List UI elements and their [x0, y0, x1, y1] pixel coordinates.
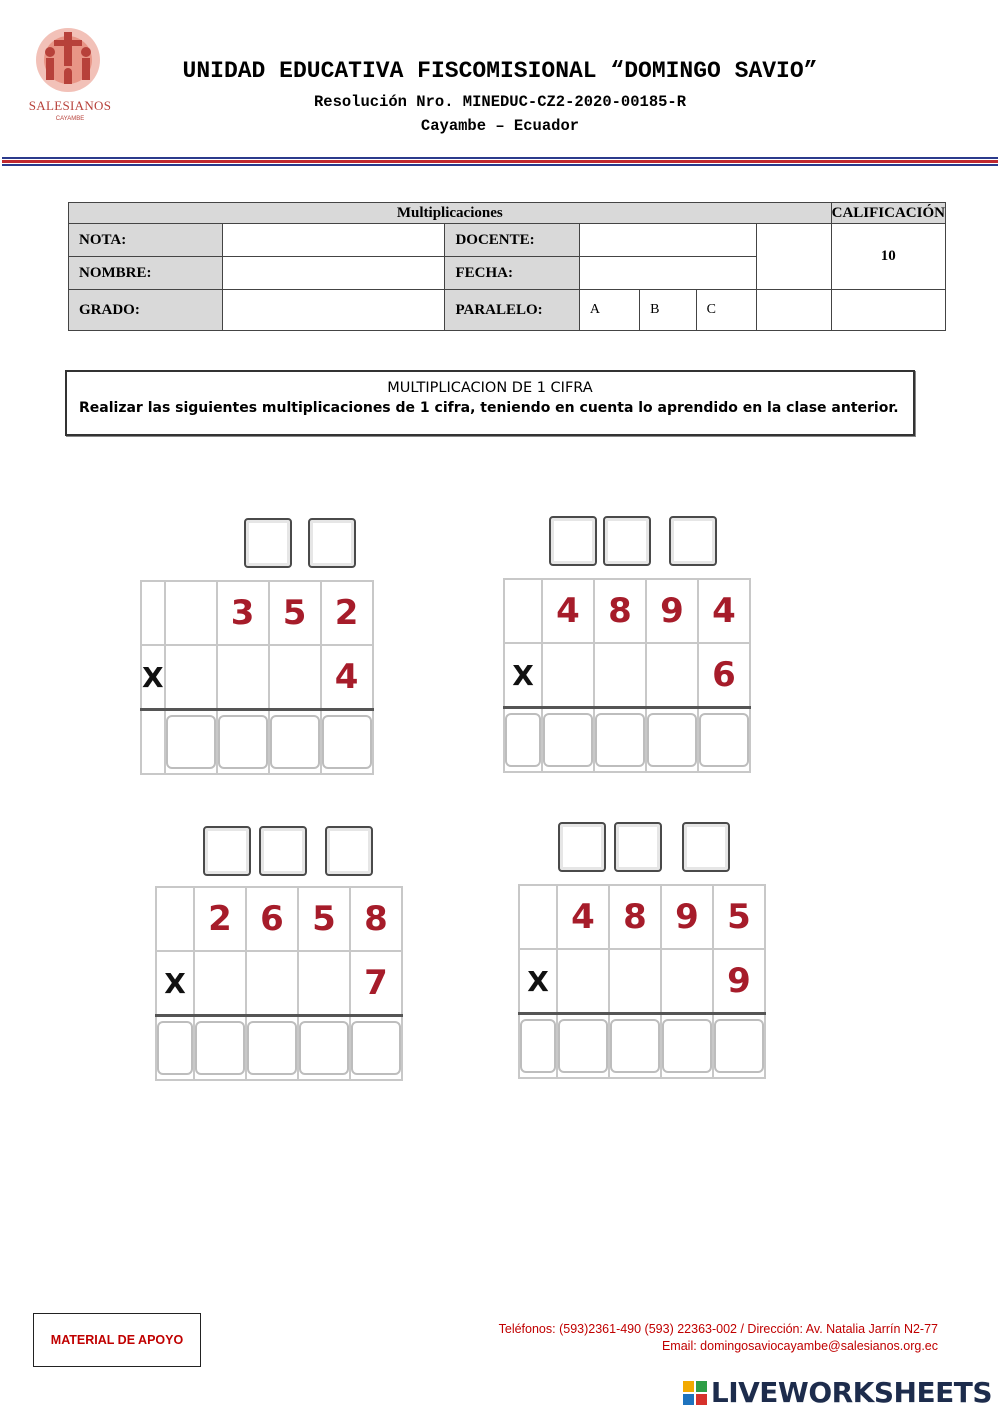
result-cell[interactable]: [713, 1014, 765, 1079]
resolution-number: Resolución Nro. MINEDUC-CZ2-2020-00185-R: [313, 93, 687, 111]
digit-cell: [165, 581, 217, 645]
empty-cell: [246, 951, 298, 1016]
answer-box[interactable]: [322, 715, 372, 769]
instructions-box: [65, 370, 915, 436]
result-cell[interactable]: [646, 708, 698, 773]
paralelo-option-a[interactable]: A: [579, 290, 639, 331]
answer-box[interactable]: [195, 1021, 245, 1075]
contact-line-phones: Teléfonos: (593)2361-490 (593) 22363-002 / Dirección: Av. Natalia Jarrín N2-77: [498, 1322, 938, 1336]
grado-label: GRADO:: [69, 290, 223, 331]
multiplication-grid: [140, 580, 374, 775]
docente-field[interactable]: [579, 224, 756, 257]
result-cell[interactable]: [194, 1016, 246, 1081]
liveworksheets-logo-icon: [683, 1381, 707, 1405]
result-cell[interactable]: [156, 1016, 194, 1081]
answer-box[interactable]: [610, 1019, 660, 1073]
grade-blank-cell: [831, 290, 945, 331]
empty-cell: [217, 645, 269, 710]
salesianos-logo-icon: [32, 22, 104, 94]
paralelo-option-b[interactable]: B: [640, 290, 696, 331]
times-sign: X: [141, 645, 165, 710]
contact-line-email: Email: domingosaviocayambe@salesianos.org.ec: [661, 1339, 938, 1353]
carry-box[interactable]: [558, 822, 606, 872]
empty-cell: [542, 643, 594, 708]
header-rule-blue: [2, 157, 998, 159]
instructions-text: Realizar las siguientes multiplicaciones de 1 cifra, teniendo en cuenta lo aprendido en la clase anterior.: [79, 400, 899, 416]
result-cell[interactable]: [350, 1016, 402, 1081]
paralelo-option-c[interactable]: C: [696, 290, 756, 331]
result-cell[interactable]: [246, 1016, 298, 1081]
worksheet-title: Multiplicaciones: [69, 203, 832, 224]
nombre-field[interactable]: [223, 257, 445, 290]
digit-cell: 2: [321, 581, 373, 645]
times-sign: X: [504, 643, 542, 708]
grade-field[interactable]: [756, 224, 831, 290]
instructions-title: MULTIPLICACION DE 1 CIFRA: [387, 380, 593, 396]
grade-value: 10: [831, 224, 945, 290]
answer-box[interactable]: [520, 1019, 556, 1073]
result-cell[interactable]: [542, 708, 594, 773]
digit-cell: [141, 581, 165, 645]
multiplier-digit: 6: [698, 643, 750, 708]
answer-box[interactable]: [543, 713, 593, 767]
digit-cell: 9: [661, 885, 713, 949]
answer-box[interactable]: [595, 713, 645, 767]
answer-box[interactable]: [247, 1021, 297, 1075]
nombre-label: NOMBRE:: [69, 257, 223, 290]
digit-cell: 4: [698, 579, 750, 643]
result-cell[interactable]: [594, 708, 646, 773]
multiplication-grid: [518, 884, 766, 1079]
fecha-label: FECHA:: [445, 257, 579, 290]
answer-box[interactable]: [270, 715, 320, 769]
carry-box[interactable]: [244, 518, 292, 568]
digit-cell: 8: [609, 885, 661, 949]
empty-cell: [661, 949, 713, 1014]
docente-label: DOCENTE:: [445, 224, 579, 257]
result-cell[interactable]: [165, 710, 217, 775]
multiplication-grid: [503, 578, 751, 773]
result-cell[interactable]: [504, 708, 542, 773]
carry-box[interactable]: [259, 826, 307, 876]
times-sign: X: [519, 949, 557, 1014]
empty-cell: [557, 949, 609, 1014]
nota-field[interactable]: [223, 224, 445, 257]
material-de-apoyo-box: MATERIAL DE APOYO: [33, 1313, 201, 1367]
result-cell[interactable]: [217, 710, 269, 775]
grade-header: CALIFICACIÓN: [831, 203, 945, 224]
digit-cell: 5: [298, 887, 350, 951]
result-cell[interactable]: [609, 1014, 661, 1079]
result-cell[interactable]: [269, 710, 321, 775]
answer-box[interactable]: [558, 1019, 608, 1073]
digit-cell: 6: [246, 887, 298, 951]
answer-box[interactable]: [714, 1019, 764, 1073]
student-info-table: [68, 202, 946, 331]
answer-box[interactable]: [662, 1019, 712, 1073]
grade-blank-cell: [756, 290, 831, 331]
liveworksheets-text: LIVEWORKSHEETS: [710, 1376, 992, 1409]
digit-cell: 5: [713, 885, 765, 949]
digit-cell: 5: [269, 581, 321, 645]
header-rule-red: [2, 160, 998, 163]
fecha-field[interactable]: [579, 257, 756, 290]
result-cell[interactable]: [298, 1016, 350, 1081]
answer-box[interactable]: [647, 713, 697, 767]
digit-cell: 2: [194, 887, 246, 951]
digit-cell: 8: [350, 887, 402, 951]
answer-box[interactable]: [699, 713, 749, 767]
empty-cell: [194, 951, 246, 1016]
times-sign: X: [156, 951, 194, 1016]
digit-cell: 3: [217, 581, 269, 645]
carry-box[interactable]: [603, 516, 651, 566]
city: Cayambe – Ecuador: [420, 117, 580, 135]
empty-cell: [646, 643, 698, 708]
digit-cell: [504, 579, 542, 643]
logo-text: SALESIANOS: [28, 98, 112, 113]
carry-box[interactable]: [549, 516, 597, 566]
result-cell: [141, 710, 165, 775]
result-cell[interactable]: [698, 708, 750, 773]
digit-cell: [519, 885, 557, 949]
empty-cell: [269, 645, 321, 710]
multiplier-digit: 7: [350, 951, 402, 1016]
digit-cell: 4: [542, 579, 594, 643]
answer-box[interactable]: [351, 1021, 401, 1075]
carry-box[interactable]: [203, 826, 251, 876]
digit-cell: 8: [594, 579, 646, 643]
result-cell[interactable]: [321, 710, 373, 775]
carry-box[interactable]: [682, 822, 730, 872]
result-cell[interactable]: [557, 1014, 609, 1079]
answer-box[interactable]: [505, 713, 541, 767]
empty-cell: [594, 643, 646, 708]
school-name: UNIDAD EDUCATIVA FISCOMISIONAL “DOMINGO SAVIO”: [182, 58, 818, 84]
result-cell[interactable]: [519, 1014, 557, 1079]
digit-cell: 4: [557, 885, 609, 949]
empty-cell: [165, 645, 217, 710]
multiplier-digit: 4: [321, 645, 373, 710]
multiplier-digit: 9: [713, 949, 765, 1014]
paralelo-label: PARALELO:: [445, 290, 579, 331]
empty-cell: [609, 949, 661, 1014]
answer-box[interactable]: [166, 715, 216, 769]
result-cell[interactable]: [661, 1014, 713, 1079]
empty-cell: [298, 951, 350, 1016]
answer-box[interactable]: [218, 715, 268, 769]
digit-cell: [156, 887, 194, 951]
liveworksheets-brand[interactable]: [683, 1376, 992, 1409]
logo-subtext: CAYAMBE: [55, 116, 85, 122]
nota-label: NOTA:: [69, 224, 223, 257]
grado-field[interactable]: [223, 290, 445, 331]
carry-box[interactable]: [669, 516, 717, 566]
header-rule-blue-lower: [2, 164, 998, 166]
carry-box[interactable]: [614, 822, 662, 872]
carry-box[interactable]: [308, 518, 356, 568]
multiplication-grid: [155, 886, 403, 1081]
carry-box[interactable]: [325, 826, 373, 876]
answer-box[interactable]: [299, 1021, 349, 1075]
digit-cell: 9: [646, 579, 698, 643]
answer-box[interactable]: [157, 1021, 193, 1075]
